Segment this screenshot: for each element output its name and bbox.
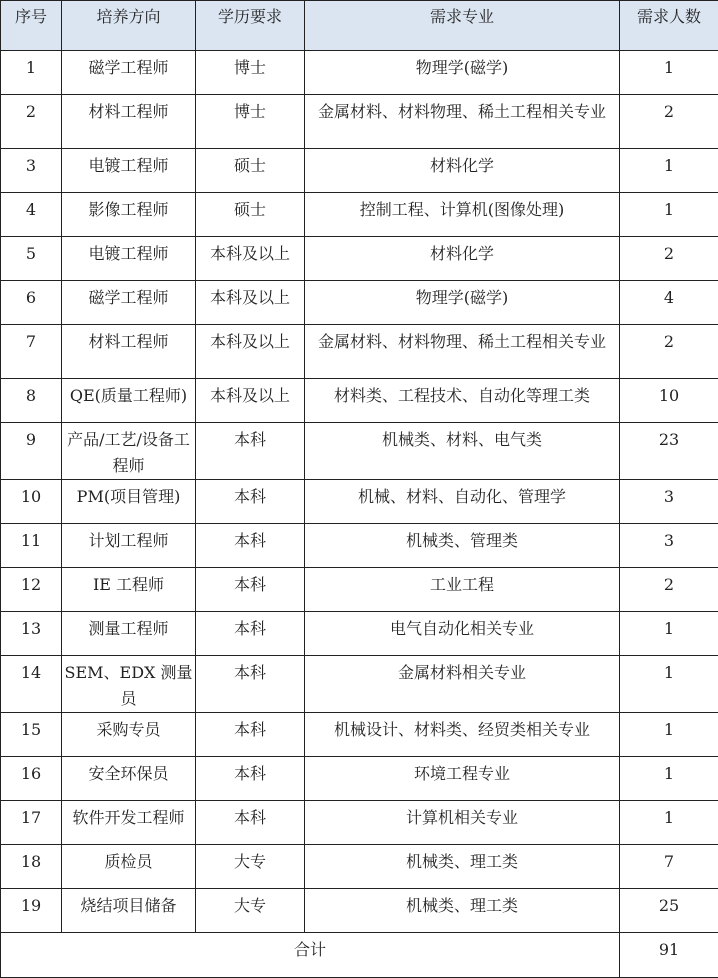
cell-no: 3 (1, 149, 62, 193)
cell-count: 1 (620, 51, 718, 95)
table-row (1, 281, 718, 325)
table-header-row (1, 1, 718, 51)
cell-direction: 测量工程师 (62, 612, 196, 656)
cell-direction: 软件开发工程师 (62, 801, 196, 845)
cell-count: 10 (620, 379, 718, 423)
cell-no: 1 (1, 51, 62, 95)
cell-major: 材料化学 (305, 149, 620, 193)
cell-direction: 材料工程师 (62, 325, 196, 379)
cell-education: 本科 (196, 524, 305, 568)
header-education: 学历要求 (196, 1, 305, 51)
cell-major: 工业工程 (305, 568, 620, 612)
cell-education: 本科 (196, 423, 305, 480)
table-row (1, 656, 718, 713)
cell-direction: 产品/工艺/设备工程师 (62, 423, 196, 480)
cell-count: 1 (620, 612, 718, 656)
cell-direction: SEM、EDX 测量员 (62, 656, 196, 713)
cell-no: 10 (1, 480, 62, 524)
cell-major: 金属材料相关专业 (305, 656, 620, 713)
cell-count: 2 (620, 325, 718, 379)
cell-major: 物理学(磁学) (305, 51, 620, 95)
total-label: 合计 (1, 933, 620, 978)
table-row (1, 237, 718, 281)
table-row (1, 801, 718, 845)
cell-education: 本科 (196, 713, 305, 757)
cell-major: 材料类、工程技术、自动化等理工类 (305, 379, 620, 423)
cell-major: 机械类、理工类 (305, 845, 620, 889)
cell-education: 本科 (196, 480, 305, 524)
cell-major: 材料化学 (305, 237, 620, 281)
cell-education: 硕士 (196, 193, 305, 237)
cell-major: 物理学(磁学) (305, 281, 620, 325)
cell-education: 本科 (196, 612, 305, 656)
cell-count: 2 (620, 95, 718, 149)
cell-direction: QE(质量工程师) (62, 379, 196, 423)
cell-direction: PM(项目管理) (62, 480, 196, 524)
cell-education: 本科 (196, 568, 305, 612)
header-major: 需求专业 (305, 1, 620, 51)
cell-major: 机械、材料、自动化、管理学 (305, 480, 620, 524)
total-row (1, 933, 718, 978)
cell-count: 3 (620, 480, 718, 524)
cell-education: 本科及以上 (196, 325, 305, 379)
cell-count: 3 (620, 524, 718, 568)
cell-direction: 计划工程师 (62, 524, 196, 568)
cell-count: 1 (620, 656, 718, 713)
cell-major: 机械类、材料、电气类 (305, 423, 620, 480)
table-row (1, 379, 718, 423)
table-row (1, 845, 718, 889)
cell-direction: 安全环保员 (62, 757, 196, 801)
cell-no: 14 (1, 656, 62, 713)
cell-no: 2 (1, 95, 62, 149)
cell-count: 1 (620, 801, 718, 845)
cell-major: 电气自动化相关专业 (305, 612, 620, 656)
cell-no: 13 (1, 612, 62, 656)
cell-count: 1 (620, 149, 718, 193)
cell-education: 博士 (196, 51, 305, 95)
cell-direction: 磁学工程师 (62, 51, 196, 95)
cell-direction: 影像工程师 (62, 193, 196, 237)
cell-no: 12 (1, 568, 62, 612)
cell-direction: IE 工程师 (62, 568, 196, 612)
cell-education: 大专 (196, 845, 305, 889)
cell-education: 本科及以上 (196, 379, 305, 423)
total-count: 91 (620, 933, 718, 978)
cell-no: 17 (1, 801, 62, 845)
cell-no: 4 (1, 193, 62, 237)
table-row (1, 568, 718, 612)
header-direction: 培养方向 (62, 1, 196, 51)
table-row (1, 325, 718, 379)
cell-count: 25 (620, 889, 718, 933)
cell-count: 7 (620, 845, 718, 889)
cell-education: 本科 (196, 757, 305, 801)
table-row (1, 95, 718, 149)
cell-direction: 电镀工程师 (62, 149, 196, 193)
header-no: 序号 (1, 1, 62, 51)
table-row (1, 51, 718, 95)
cell-education: 硕士 (196, 149, 305, 193)
cell-no: 18 (1, 845, 62, 889)
cell-direction: 材料工程师 (62, 95, 196, 149)
cell-education: 本科 (196, 656, 305, 713)
cell-major: 环境工程专业 (305, 757, 620, 801)
cell-no: 6 (1, 281, 62, 325)
cell-direction: 电镀工程师 (62, 237, 196, 281)
cell-major: 机械类、管理类 (305, 524, 620, 568)
cell-count: 2 (620, 568, 718, 612)
cell-direction: 烧结项目储备 (62, 889, 196, 933)
cell-major: 金属材料、材料物理、稀土工程相关专业 (305, 325, 620, 379)
cell-major: 机械设计、材料类、经贸类相关专业 (305, 713, 620, 757)
cell-no: 8 (1, 379, 62, 423)
cell-major: 机械类、理工类 (305, 889, 620, 933)
cell-no: 16 (1, 757, 62, 801)
table-row (1, 423, 718, 480)
table-row (1, 193, 718, 237)
cell-major: 计算机相关专业 (305, 801, 620, 845)
table-row (1, 149, 718, 193)
cell-direction: 磁学工程师 (62, 281, 196, 325)
cell-major: 金属材料、材料物理、稀土工程相关专业 (305, 95, 620, 149)
table-row (1, 757, 718, 801)
table-row (1, 889, 718, 933)
cell-no: 7 (1, 325, 62, 379)
cell-education: 本科及以上 (196, 281, 305, 325)
cell-direction: 质检员 (62, 845, 196, 889)
cell-count: 1 (620, 713, 718, 757)
table-row (1, 480, 718, 524)
cell-education: 大专 (196, 889, 305, 933)
cell-no: 5 (1, 237, 62, 281)
cell-no: 9 (1, 423, 62, 480)
table-row (1, 713, 718, 757)
cell-count: 23 (620, 423, 718, 480)
cell-count: 1 (620, 193, 718, 237)
cell-education: 本科及以上 (196, 237, 305, 281)
cell-no: 11 (1, 524, 62, 568)
cell-direction: 采购专员 (62, 713, 196, 757)
cell-count: 1 (620, 757, 718, 801)
cell-no: 15 (1, 713, 62, 757)
cell-count: 4 (620, 281, 718, 325)
table-row (1, 524, 718, 568)
table-row (1, 612, 718, 656)
cell-education: 博士 (196, 95, 305, 149)
header-count: 需求人数 (620, 1, 718, 51)
cell-education: 本科 (196, 801, 305, 845)
cell-no: 19 (1, 889, 62, 933)
cell-count: 2 (620, 237, 718, 281)
cell-major: 控制工程、计算机(图像处理) (305, 193, 620, 237)
